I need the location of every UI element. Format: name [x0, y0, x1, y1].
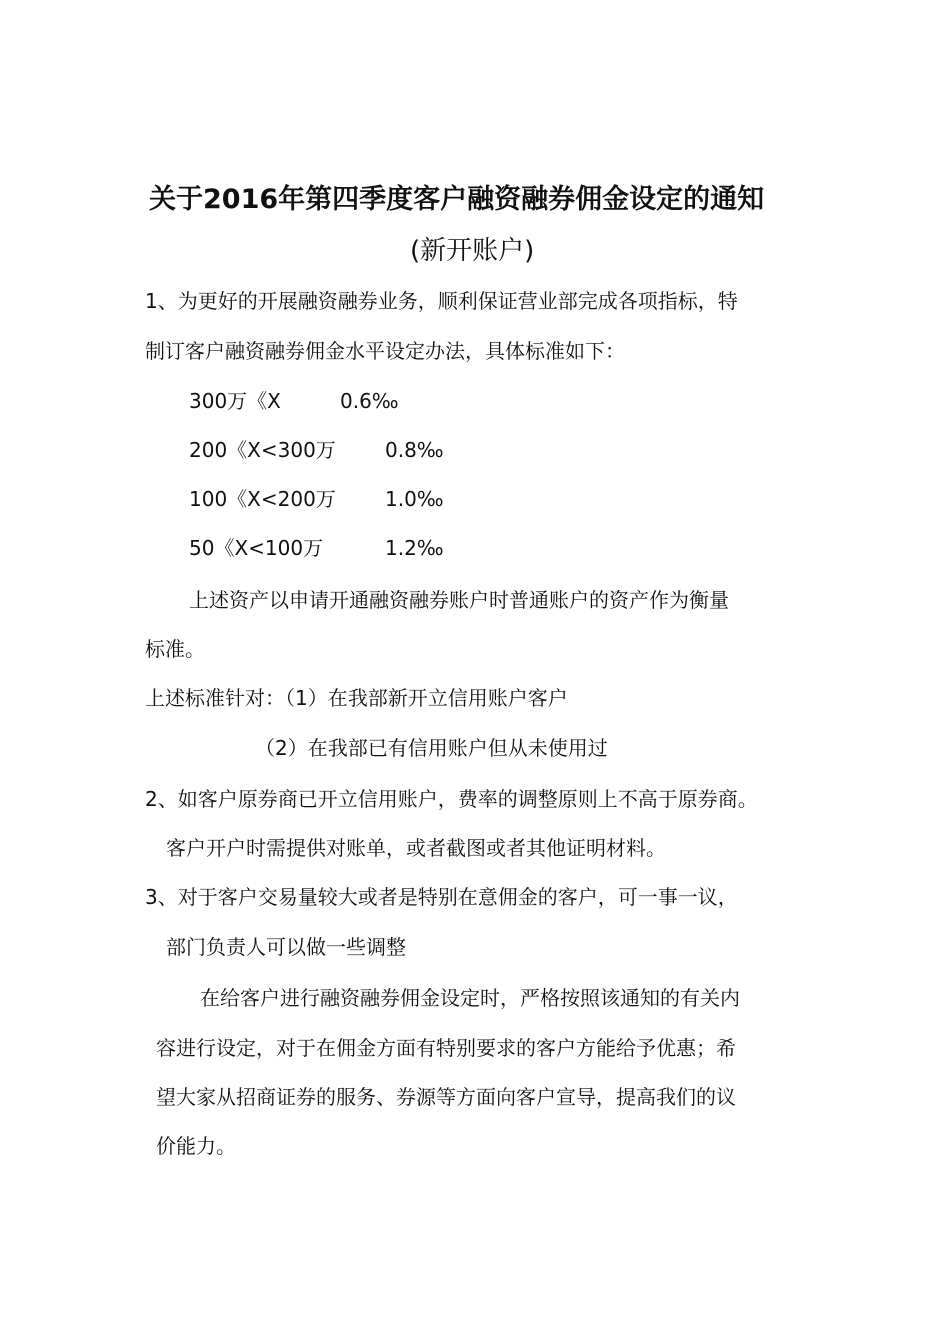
section1-line1: 1、为更好的开展融资融券业务，顺利保证营业部完成各项指标，特 — [145, 289, 738, 313]
section3-line1: 3、对于客户交易量较大或者是特别在意佣金的客户，可一事一议， — [145, 885, 738, 909]
tier-row — [189, 485, 489, 513]
section2-line1: 2、如客户原券商已开立信用账户，费率的调整原则上不高于原券商。 — [145, 787, 758, 811]
section1-line2: 制订客户融资融券佣金水平设定办法，具体标准如下： — [145, 339, 625, 363]
tier-condition: 100《X<200万 — [189, 487, 336, 511]
basis-line1: 上述资产以申请开通融资融券账户时普通账户的资产作为衡量 — [189, 588, 729, 612]
document-title: 关于2016年第四季度客户融资融券佣金设定的通知 — [149, 184, 765, 215]
tier-rate: 1.2‰ — [385, 536, 444, 560]
tier-rate: 1.0‰ — [385, 487, 444, 511]
tier-row — [189, 436, 489, 464]
scope-line2: （2）在我部已有信用账户但从未使用过 — [255, 736, 608, 760]
tier-condition: 200《X<300万 — [189, 438, 336, 462]
tier-row — [189, 534, 489, 562]
document-subtitle: (新开账户) — [410, 236, 535, 266]
tier-rate: 0.8‰ — [385, 438, 444, 462]
closing-line2: 容进行设定，对于在佣金方面有特别要求的客户方能给予优惠；希 — [156, 1036, 736, 1060]
tier-condition: 50《X<100万 — [189, 536, 324, 560]
tier-condition: 300万《X — [189, 389, 281, 413]
scope-line1: 上述标准针对：（1）在我部新开立信用账户客户 — [145, 686, 568, 710]
section2-line2: 客户开户时需提供对账单，或者截图或者其他证明材料。 — [166, 836, 666, 860]
section3-line2: 部门负责人可以做一些调整 — [166, 935, 406, 959]
closing-line1: 在给客户进行融资融券佣金设定时，严格按照该通知的有关内 — [200, 986, 740, 1010]
closing-line4: 价能力。 — [156, 1134, 236, 1158]
closing-line3: 望大家从招商证券的服务、券源等方面向客户宣导，提高我们的议 — [156, 1085, 736, 1109]
basis-line2: 标准。 — [145, 637, 205, 661]
tier-rate: 0.6‰ — [340, 389, 399, 413]
tier-row — [189, 387, 489, 415]
